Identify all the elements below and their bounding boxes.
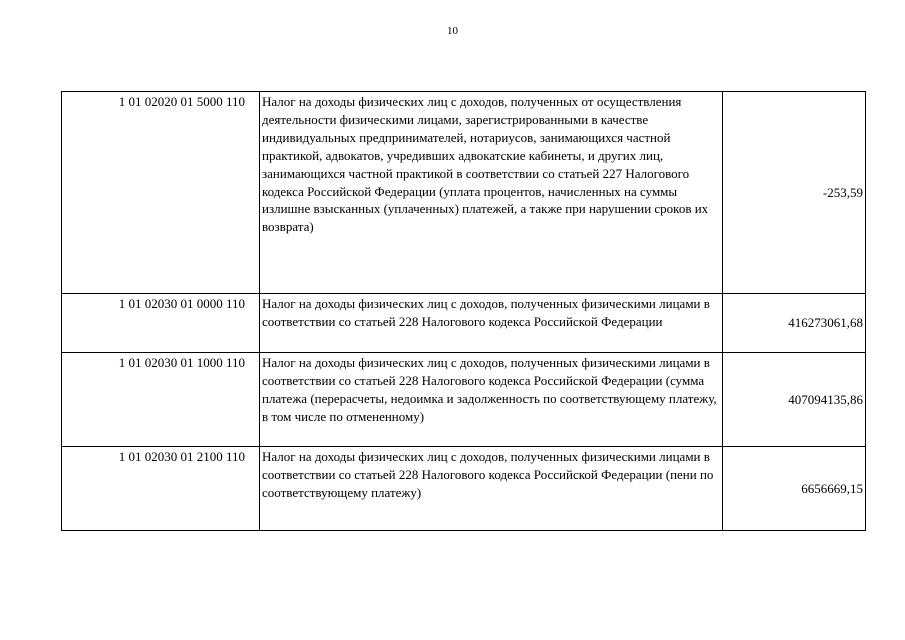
- table-row: [62, 353, 866, 447]
- budget-classification-code: 1 01 02020 01 5000 110: [62, 92, 260, 294]
- revenue-description: [260, 447, 723, 531]
- revenue-description-text: Налог на доходы физических лиц с доходов, полученных физическими лицами в соответствии со статьей 228 Налогового кодекса Российской Федерации (сумма платежа (перерасчеты, недоимка и задолженность по соответствующему платежу, в том числе по отмененному): [262, 355, 717, 424]
- revenue-description-text: Налог на доходы физических лиц с доходов, полученных физическими лицами в соответствии со статьей 228 Налогового кодекса Российской Федерации: [262, 296, 710, 329]
- budget-classification-code: 1 01 02030 01 0000 110: [62, 294, 260, 353]
- table-row: [62, 294, 866, 353]
- revenue-amount: 6656669,15: [723, 447, 866, 531]
- revenue-description-text: Налог на доходы физических лиц с доходов, полученных физическими лицами в соответствии со статьей 228 Налогового кодекса Российской Федерации (пени по соответствующему платежу): [262, 449, 714, 500]
- table-row: [62, 92, 866, 294]
- budget-classification-code: 1 01 02030 01 1000 110: [62, 353, 260, 447]
- revenue-amount: 407094135,86: [723, 353, 866, 447]
- revenue-description-text: Налог на доходы физических лиц с доходов, полученных от осуществления деятельности физическими лицами, зарегистрированными в качестве индивидуальных предпринимателей, нотариусов, занимающихся частной практикой, адвокатов, учредивших адвокатские кабинеты, и других лиц, занимающихся частной практикой в соответствии со статьей 227 Налогового кодекса Российской Федерации (уплата процентов, начисленных на суммы излишне взысканных (уплаченных) платежей, а также при нарушении сроков их возврата): [262, 94, 709, 235]
- budget-revenue-table: [61, 91, 866, 531]
- revenue-amount: 416273061,68: [723, 294, 866, 353]
- budget-classification-code: 1 01 02030 01 2100 110: [62, 447, 260, 531]
- table-row: [62, 447, 866, 531]
- page-number: 10: [447, 25, 458, 37]
- revenue-description: [260, 353, 723, 447]
- revenue-description: [260, 92, 723, 294]
- revenue-description: [260, 294, 723, 353]
- revenue-amount: -253,59: [723, 92, 866, 294]
